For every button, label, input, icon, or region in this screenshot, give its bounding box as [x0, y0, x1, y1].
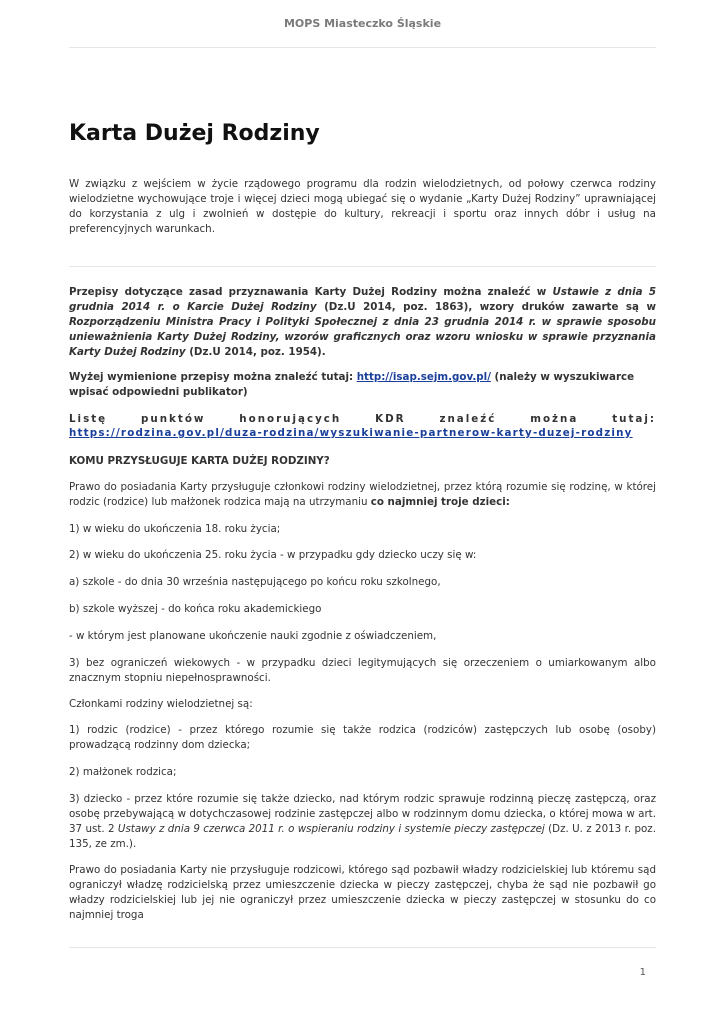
list-item: 2) w wieku do ukończenia 25. roku życia - w przypadku gdy dziecko uczy się w:	[69, 549, 477, 561]
eligibility-intro: Prawo do posiadania Karty przysługuje członkowi rodziny wielodzietnej, przez którą rozumie się rodzinę, w której rodzic (rodzice) lub małżonek rodzica mają na utrzymaniu co najmniej troje dzieci:	[69, 481, 656, 508]
final-paragraph: Prawo do posiadania Karty nie przysługuje rodzicowi, którego sąd pozbawił władzy rodzicielskiej lub któremu sąd ograniczył władzę rodzicielską przez umieszczenie dziecka w pieczy zastępczej, chyba że sąd nie pozbawił go władzy rodzicielskiej lub jej nie ograniczył przez umieszczenie dziecka w pieczy zastępczej w stosunku do co najmniej troga	[69, 864, 656, 921]
act-reference: Ustawie z dnia 5 grudnia 2014 r. o Karcie Dużej Rodziny	[69, 286, 656, 313]
list-item: 3) dziecko - przez które rozumie się także dziecko, nad którym rodzic sprawuje rodzinną pieczę zastępczą, oraz osobę przebywającą w dotychczasowej rodzinie zastępczej albo w rodzinnym domu dziecka, o której mowa w art. 37 ust. 2 Ustawy z dnia 9 czerwca 2011 r. o wspieraniu rodziny i systemie pieczy zastępczej (Dz. U. z 2013 r. poz. 135, ze zm.).	[69, 793, 656, 850]
partners-label: Listę punktów honorujących KDR znaleźć można tutaj:	[69, 413, 656, 425]
partners-link[interactable]: https://rodzina.gov.pl/duza-rodzina/wyszukiwanie-partnerow-karty-duzej-rodziny	[69, 427, 633, 439]
list-item: b) szkole wyższej - do końca roku akademickiego	[69, 603, 322, 615]
site-header: MOPS Miasteczko Śląskie	[283, 17, 442, 30]
regulations-paragraph: Przepisy dotyczące zasad przyznawania Karty Dużej Rodziny można znaleźć w Ustawie z dnia 5 grudnia 2014 r. o Karcie Dużej Rodziny (Dz.U 2014, poz. 1863), wzory druków zawarte są w Rozporządzeniu Ministra Pracy i Polityki Społecznej z dnia 23 grudnia 2014 r. w sprawie sposobu unieważnienia Karty Dużej Rodziny, wzorów graficznych oraz wzoru wniosku w sprawie przyznania Karty Dużej Rodziny (Dz.U 2014, poz. 1954).	[69, 286, 657, 358]
page-title: Karta Dużej Rodziny	[69, 121, 320, 146]
list-item: 1) rodzic (rodzice) - przez którego rozumie się także rodzica (rodziców) zastępczych lub osobę (osoby) prowadzącą rodzinny dom dziecka;	[69, 724, 656, 751]
header-divider	[69, 47, 656, 48]
partners-paragraph	[69, 426, 656, 441]
list-item: 1) w wieku do ukończenia 18. roku życia;	[69, 523, 281, 535]
isap-link[interactable]: http://isap.sejm.gov.pl/	[356, 371, 491, 383]
list-item: 3) bez ograniczeń wiekowych - w przypadku dzieci legitymujących się orzeczeniem o umiarkowanym albo znacznym stopniu niepełnosprawności.	[69, 657, 656, 684]
footer-divider	[69, 947, 656, 948]
list-item: 2) małżonek rodzica;	[69, 766, 177, 778]
list-item: - w którym jest planowane ukończenie nauki zgodnie z oświadczeniem,	[69, 630, 437, 642]
section-divider	[69, 266, 656, 267]
decree-reference: Rozporządzeniu Ministra Pracy i Polityki Społecznej z dnia 23 grudnia 2014 r. w sprawie sposobu unieważnienia Karty Dużej Rodziny, wzorów graficznych oraz wzoru wniosku w sprawie przyznania Karty Dużej Rodziny	[69, 316, 656, 358]
members-heading: Członkami rodziny wielodzietnej są:	[69, 698, 253, 710]
intro-paragraph: W związku z wejściem w życie rządowego programu dla rodzin wielodzietnych, od połowy czerwca rodziny wielodzietne wychowujące troje i więcej dzieci mogą ubiegać się o wydanie „Karty Dużej Rodziny” uprawniającej do korzystania z ulg i zwolnień w dostępie do kultury, rekreacji i sportu oraz innych dóbr i usług na preferencyjnych warunkach.	[69, 178, 656, 235]
eligibility-heading: KOMU PRZYSŁUGUJE KARTA DUŻEJ RODZINY?	[69, 455, 330, 467]
list-item: a) szkole - do dnia 30 września następującego po końcu roku szkolnego,	[69, 576, 441, 588]
isap-paragraph: Wyżej wymienione przepisy można znaleźć tutaj: http://isap.sejm.gov.pl/ (należy w wyszukiwarce wpisać odpowiedni publikator)	[69, 371, 635, 398]
page-number: 1	[639, 967, 646, 978]
